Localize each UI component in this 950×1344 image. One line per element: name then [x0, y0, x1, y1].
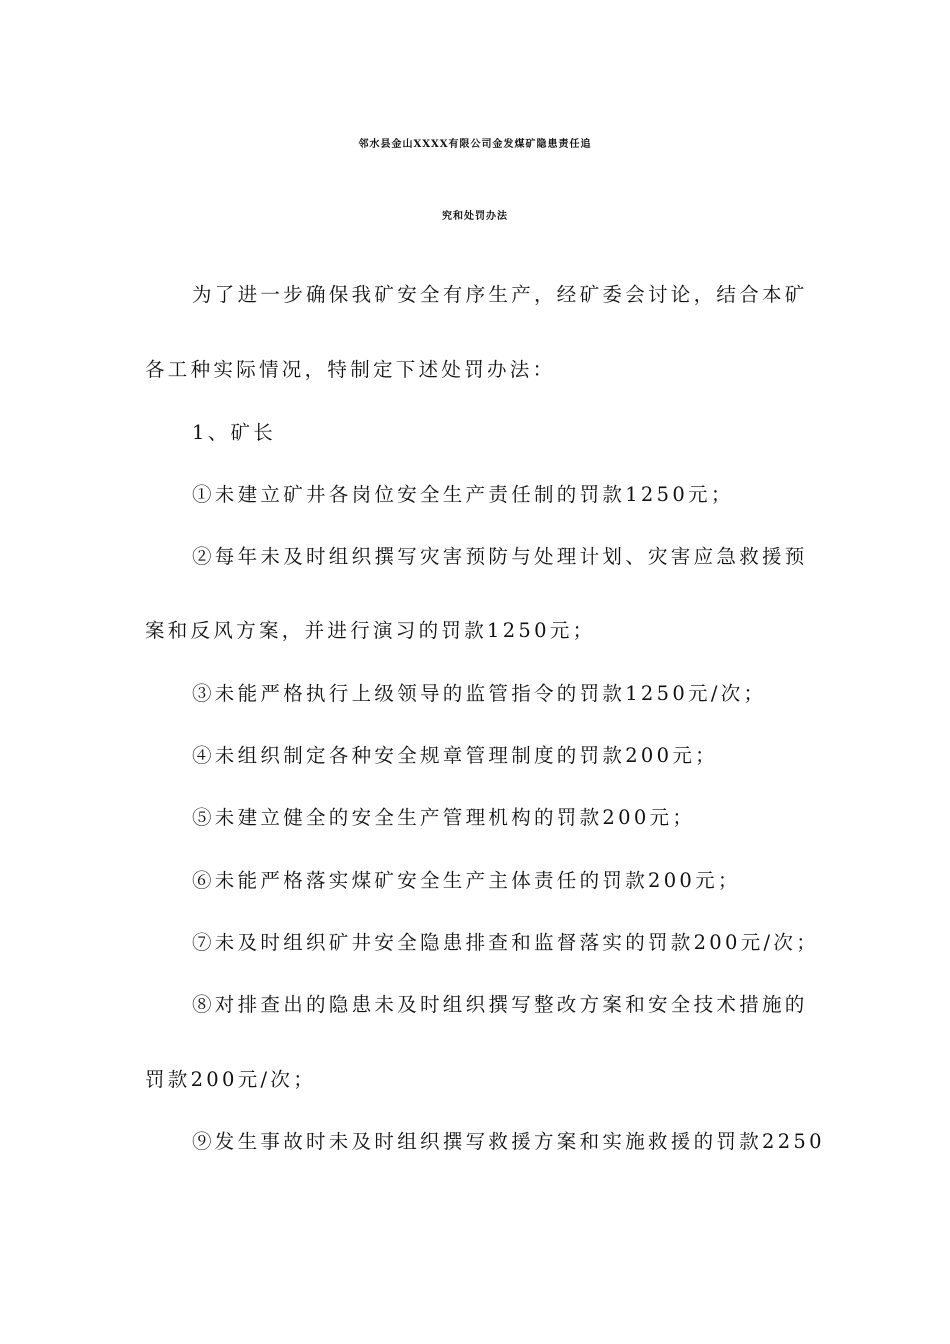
penalty-item-5: ⑤未建立健全的安全生产管理机构的罚款200元；	[192, 806, 696, 829]
penalty-item-7: ⑦未及时组织矿井安全隐患排查和监督落实的罚款200元/次；	[192, 931, 819, 954]
penalty-item-8: ⑧对排查出的隐患未及时组织撰写整改方案和安全技术措施的	[192, 993, 808, 1016]
intro-paragraph-line-1: 为了进一步确保我矿安全有序生产，经矿委会讨论，结合本矿	[192, 283, 808, 306]
document-title-line-2: 究和处罚办法	[442, 211, 508, 222]
penalty-item-9: ⑨发生事故时未及时组织撰写救援方案和实施救援的罚款2250	[192, 1130, 825, 1153]
penalty-item-8-continued: 罚款200元/次；	[145, 1068, 316, 1091]
document-title-line-1: 邻水县金山XXXX有限公司金发煤矿隐患责任追	[358, 139, 592, 150]
section-heading-mine-director: 1、矿长	[192, 421, 277, 444]
penalty-item-4: ④未组织制定各种安全规章管理制度的罚款200元；	[192, 744, 718, 767]
penalty-item-2: ②每年未及时组织撰写灾害预防与处理计划、灾害应急救援预	[192, 545, 808, 568]
penalty-item-3: ③未能严格执行上级领导的监管指令的罚款1250元/次；	[192, 682, 767, 705]
penalty-item-1: ①未建立矿井各岗位安全生产责任制的罚款1250元；	[192, 483, 734, 506]
penalty-item-6: ⑥未能严格落实煤矿安全生产主体责任的罚款200元；	[192, 869, 741, 892]
penalty-item-2-continued: 案和反风方案，并进行演习的罚款1250元；	[145, 619, 596, 642]
intro-paragraph-line-2: 各工种实际情况，特制定下述处罚办法：	[145, 358, 556, 381]
